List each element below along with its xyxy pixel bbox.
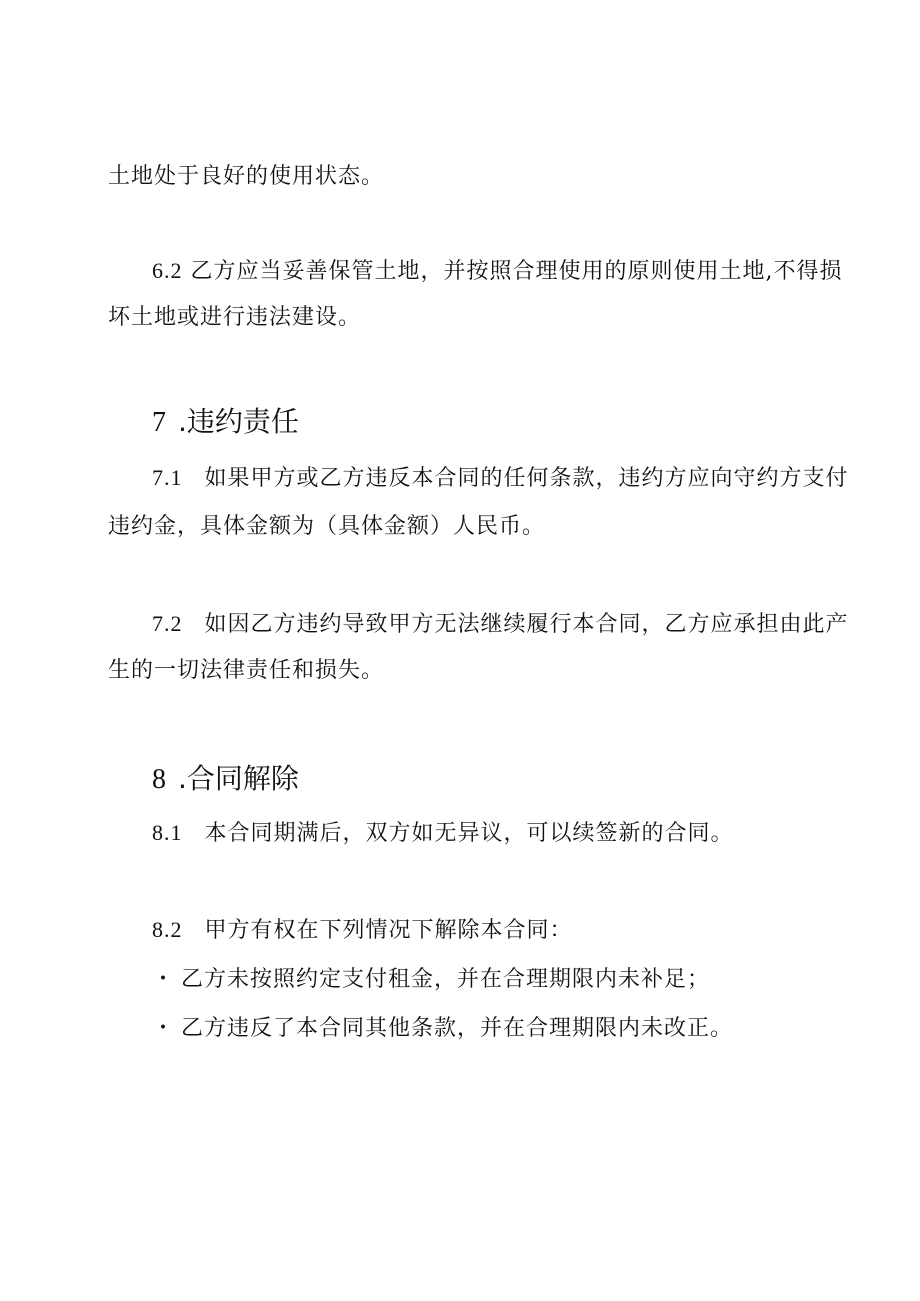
section-title: .合同解除 [178, 762, 299, 795]
clause-7-2 [152, 609, 849, 640]
section-number: 8 [152, 764, 166, 795]
clause-number: 8.1 [152, 820, 183, 845]
clause-number: 7.1 [152, 465, 183, 490]
bullet-icon: ・ [152, 967, 176, 992]
clause-text: 坏土地或进行违法建设。 [108, 305, 362, 330]
clause-text: 本合同期满后，双方如无异议，可以续签新的合同。 [204, 821, 734, 846]
clause-8-2 [152, 915, 573, 946]
clause-text: 生的一切法律责任和损失。 [108, 658, 385, 683]
paragraph-text: 土地处于良好的使用状态。 [108, 164, 385, 189]
clause-text: 如因乙方违约导致甲方无法继续履行本合同，乙方应承担由此产 [204, 612, 849, 637]
clause-7-2-continuation [108, 656, 384, 686]
clause-8-1 [152, 818, 734, 849]
bullet-item [152, 1014, 733, 1044]
clause-number: 6.2 [152, 258, 183, 283]
clause-6-2-continuation [108, 303, 361, 333]
section-heading-7 [152, 404, 299, 441]
clause-6-2 [152, 256, 843, 287]
clause-number: 7.2 [152, 611, 183, 636]
clause-7-1 [152, 463, 849, 494]
clause-text: 乙方应当妥善保管土地，并按照合理使用的原则使用土地,不得损 [190, 259, 843, 284]
clause-number: 8.2 [152, 917, 183, 942]
section-heading-8 [152, 761, 299, 798]
bullet-text: 乙方违反了本合同其他条款，并在合理期限内未改正。 [181, 1016, 734, 1041]
paragraph-continuation [108, 162, 384, 192]
clause-7-1-continuation [108, 512, 545, 542]
clause-text: 如果甲方或乙方违反本合同的任何条款，违约方应向守约方支付 [204, 466, 849, 491]
clause-text: 违约金，具体金额为（具体金额）人民币。 [108, 514, 546, 539]
section-title: .违约责任 [178, 405, 299, 438]
section-number: 7 [152, 407, 166, 438]
clause-text: 甲方有权在下列情况下解除本合同： [204, 918, 573, 943]
bullet-text: 乙方未按照约定支付租金，并在合理期限内未补足； [181, 967, 711, 992]
bullet-icon: ・ [152, 1016, 176, 1041]
bullet-item [152, 965, 710, 995]
